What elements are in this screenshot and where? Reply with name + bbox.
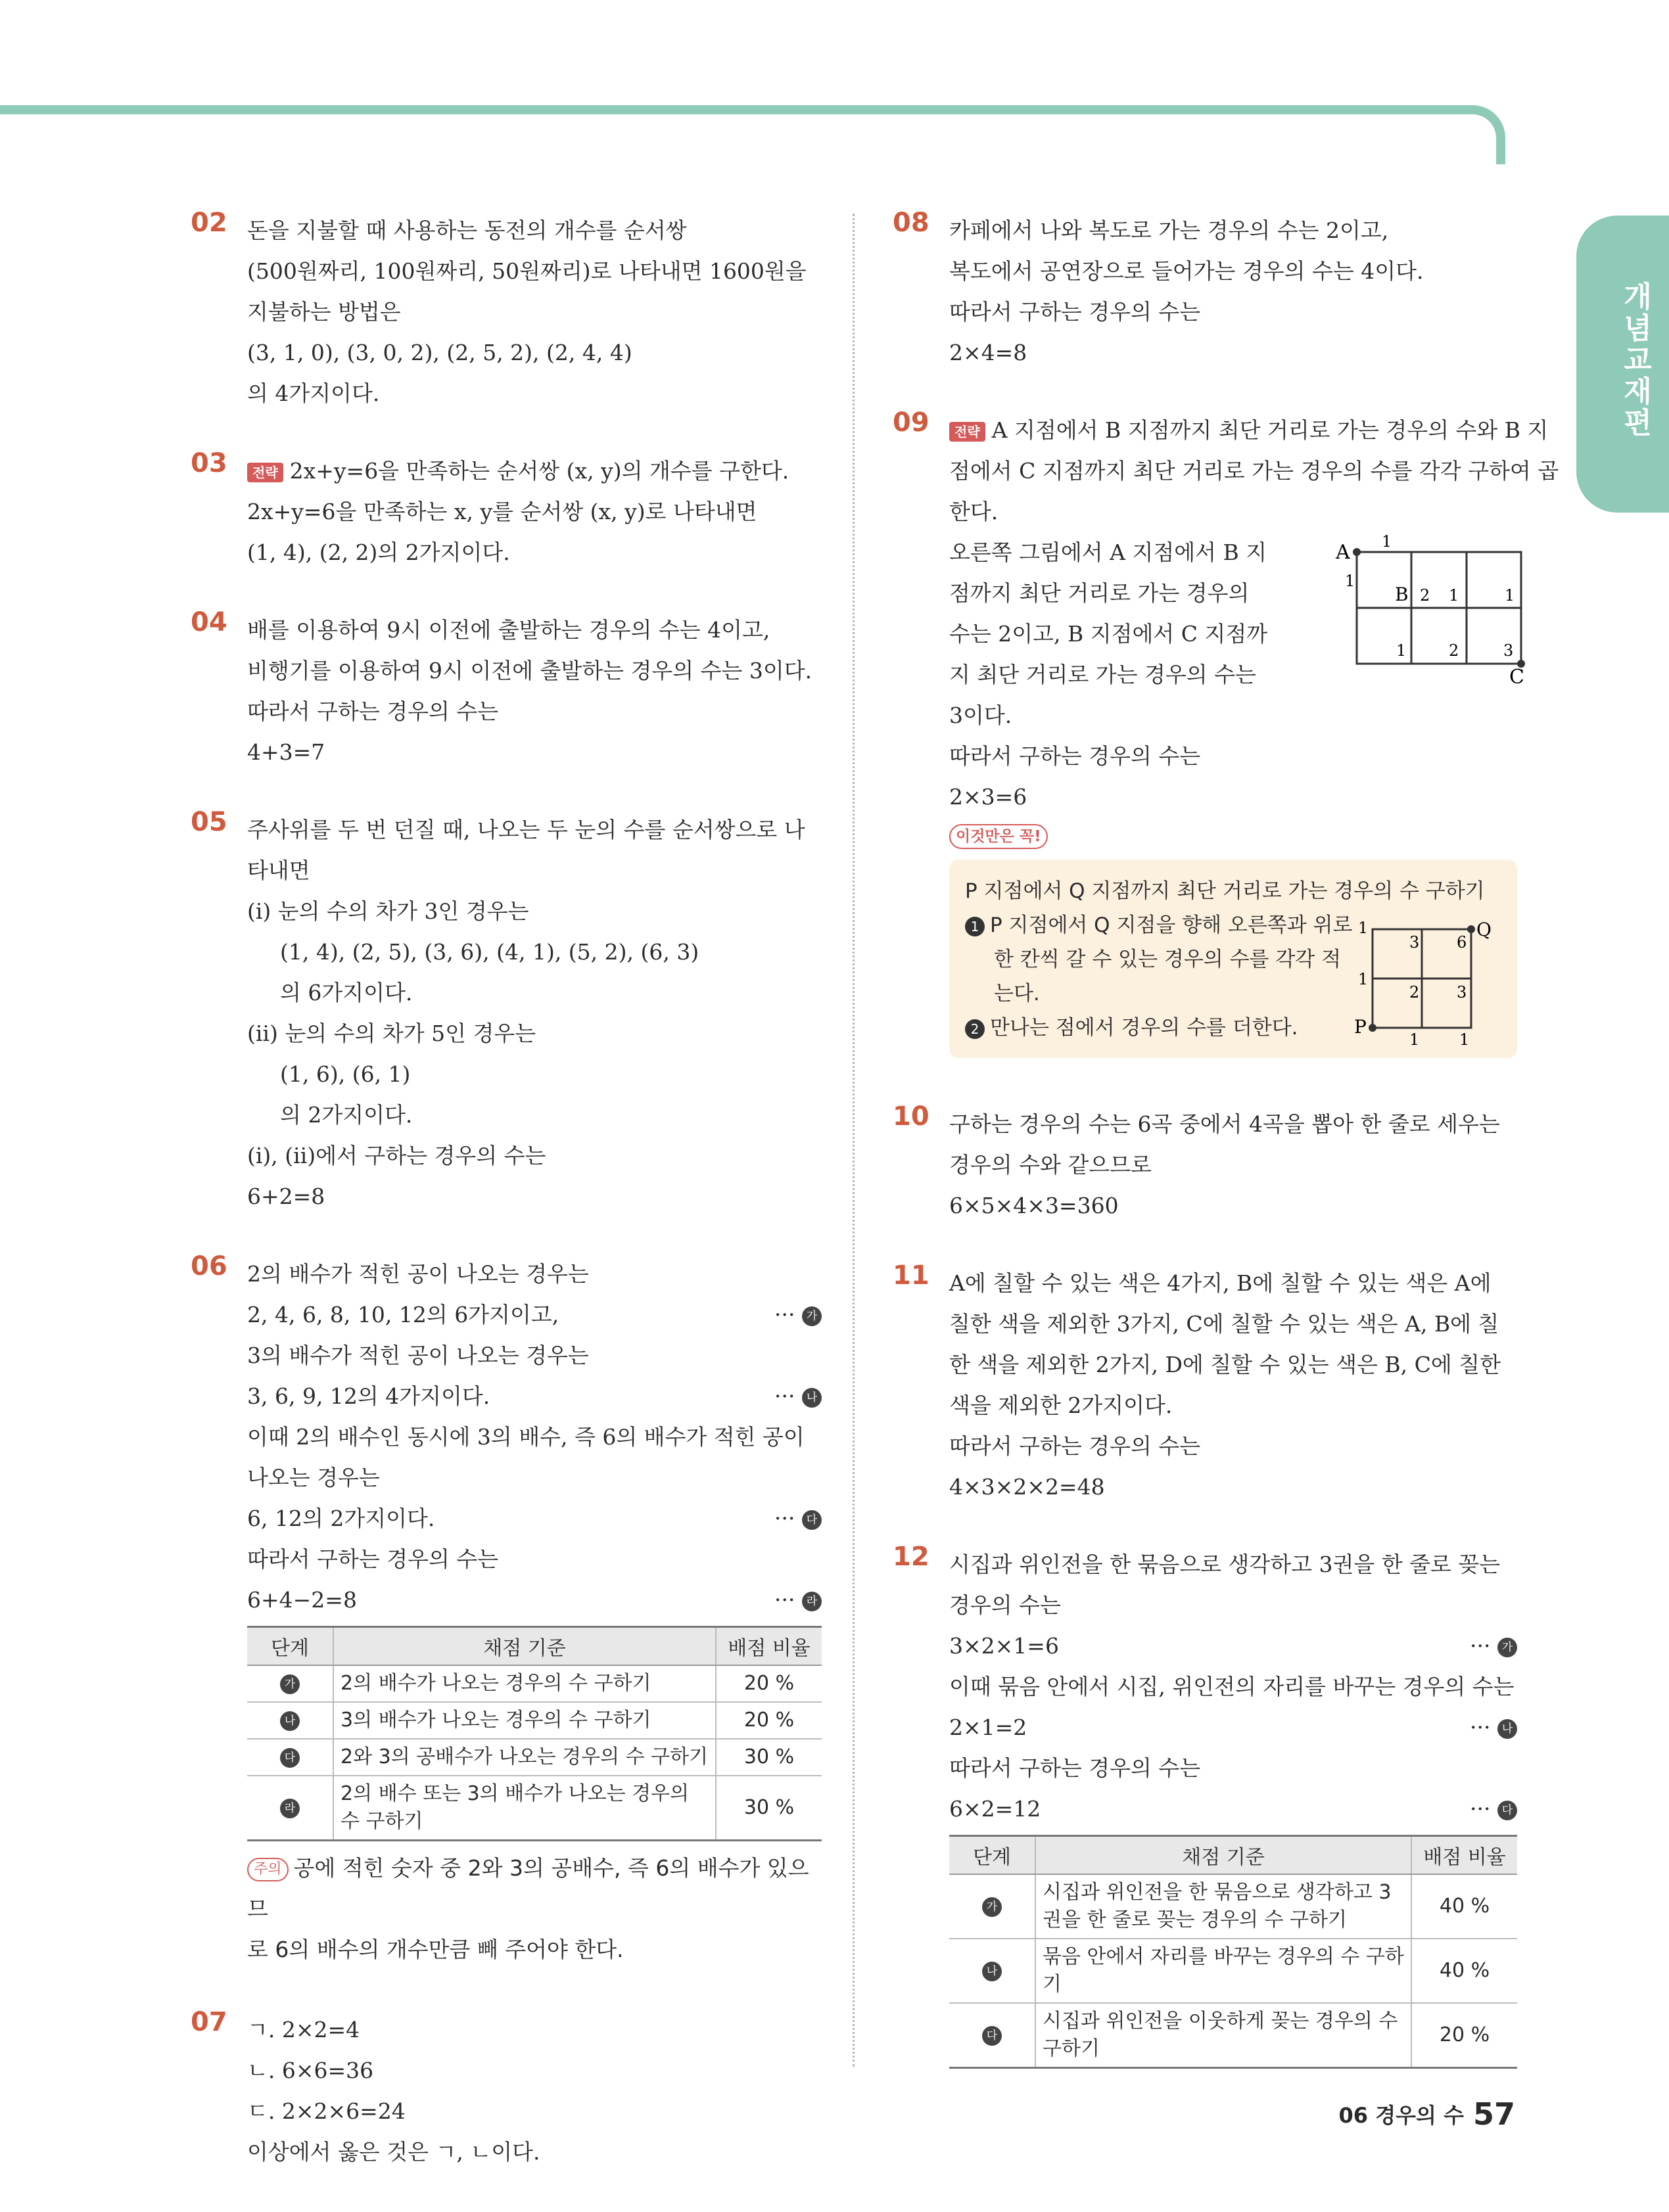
table-row [247, 1702, 822, 1739]
label-p: P [1354, 1016, 1367, 1038]
text: A 지점에서 B 지점까지 최단 거리로 가는 경우의 수와 B 지 [991, 417, 1549, 443]
text-line: 따라서 구하는 경우의 수는 [949, 1433, 1201, 1459]
step-mark [1470, 1626, 1517, 1667]
text-line [247, 1498, 822, 1539]
count-label: 2 [1449, 641, 1459, 660]
tip-label: 이것만은 꼭! [949, 824, 1048, 849]
column-divider [853, 214, 855, 2067]
tip-number: 1 [965, 917, 985, 936]
label-a: A [1336, 541, 1350, 564]
text: 6×2=12 [949, 1796, 1041, 1822]
text-line: (ⅰ), (ⅱ)에서 구하는 경우의 수는 [247, 1143, 546, 1168]
text: 6, 12의 2가지이다. [247, 1506, 435, 1531]
table-cell [247, 1665, 333, 1702]
count-label: 1 [1505, 586, 1515, 605]
count-label: 2 [1409, 983, 1420, 1002]
table-cell: 20 % [716, 1665, 822, 1702]
table-cell: 30 % [716, 1739, 822, 1776]
count-label: 3 [1457, 983, 1467, 1002]
table-cell [247, 1739, 333, 1776]
text: 3×2×1=6 [949, 1633, 1059, 1659]
text-line: 한다. [949, 499, 999, 524]
col-header: 채점 기준 [333, 1627, 716, 1666]
text-line: 시집과 위인전을 한 묶음으로 생각하고 3권을 한 줄로 꽂는 [949, 1552, 1501, 1577]
table-cell: 40 % [1411, 1874, 1517, 1939]
table-cell: 20 % [716, 1702, 822, 1739]
dots: ··· [774, 1302, 795, 1327]
problem-number: 02 [191, 208, 227, 238]
text-line: 복도에서 공연장으로 들어가는 경우의 수는 4이다. [949, 258, 1424, 284]
problem-number: 04 [191, 607, 227, 637]
table-cell: 2의 배수 또는 3의 배수가 나오는 경우의 수 구하기 [333, 1776, 716, 1841]
table-row [949, 1939, 1517, 2003]
text-with-figure [949, 532, 1524, 736]
text-line: 비행기를 이용하여 9시 이전에 출발하는 경우의 수는 3이다. [247, 658, 812, 683]
count-label: 6 [1457, 933, 1467, 952]
count-label: 3 [1503, 641, 1514, 660]
text-line: (ⅰ) 눈의 수의 차가 3인 경우는 [247, 898, 529, 924]
text-line [949, 1789, 1517, 1830]
count-label: 1 [1345, 572, 1355, 590]
text-line: 한 색을 제외한 2가지, D에 칠할 수 있는 색은 B, C에 칠한 [949, 1352, 1501, 1377]
route-grid-figure [1330, 532, 1528, 683]
text-line: 의 4가지이다. [247, 380, 380, 406]
text-line [247, 1580, 822, 1621]
text-line: 2×4=8 [949, 340, 1027, 365]
step-circle: 다 [280, 1748, 300, 1768]
problem-08 [893, 210, 1517, 373]
text-line: 경우의 수는 [949, 1592, 1061, 1618]
text-line: 구하는 경우의 수는 6곡 중에서 4곡을 뽑아 한 줄로 세우는 [949, 1111, 1500, 1137]
chapter-title: 06 경우의 수 [1338, 2103, 1464, 2128]
table-row [949, 2003, 1517, 2068]
count-label: 2 [1420, 586, 1430, 605]
text-line: 이때 2의 배수인 동시에 3의 배수, 즉 6의 배수가 적힌 공이 [247, 1424, 805, 1450]
count-label: 1 [1382, 532, 1392, 551]
text-line: 6×5×4×3=360 [949, 1193, 1119, 1218]
text-line: 따라서 구하는 경우의 수는 [949, 1755, 1201, 1781]
text-line: 2x+y=6을 만족하는 x, y를 순서쌍 (x, y)로 나타내면 [247, 499, 757, 524]
text: 공에 적힌 숫자 중 2와 3의 공배수, 즉 6의 배수가 있으므 [247, 1855, 809, 1922]
problem-11 [893, 1260, 1517, 1508]
step-mark [1470, 1789, 1517, 1830]
step-circle: 가 [802, 1306, 822, 1326]
tip-number: 2 [965, 1019, 985, 1039]
text-line [949, 1626, 1517, 1667]
text: 2×1=2 [949, 1715, 1027, 1740]
dots: ··· [1470, 1633, 1491, 1659]
text-line: 돈을 지불할 때 사용하는 동전의 개수를 순서쌍 [247, 218, 687, 243]
text-line: 타내면 [247, 858, 310, 883]
problem-number: 06 [191, 1251, 227, 1281]
caution-badge: 주의 [247, 1858, 289, 1881]
table-cell: 2와 3의 공배수가 나오는 경우의 수 구하기 [333, 1739, 716, 1776]
text: P 지점에서 Q 지점을 향해 오른쪽과 위로 [990, 913, 1353, 937]
step-circle: 다 [982, 2026, 1002, 2046]
text-line: 따라서 구하는 경우의 수는 [949, 743, 1201, 769]
step-circle: 가 [280, 1674, 300, 1694]
text-line: (1, 4), (2, 5), (3, 6), (4, 1), (5, 2), (6, 3) [280, 939, 699, 965]
problem-02 [191, 210, 822, 414]
text-line: 이때 묶음 안에서 시집, 위인전의 자리를 바꾸는 경우의 수는 [949, 1674, 1515, 1699]
point-q [1467, 925, 1475, 933]
text-line: 지불하는 방법은 [247, 299, 401, 325]
top-decor-bar [0, 105, 1505, 164]
text-line: (3, 1, 0), (3, 0, 2), (2, 5, 2), (2, 4, 4) [247, 340, 632, 365]
count-label: 1 [1396, 641, 1407, 660]
table-cell: 묶음 안에서 자리를 바꾸는 경우의 수 구하기 [1035, 1939, 1411, 2003]
text-line: 주사위를 두 번 던질 때, 나오는 두 눈의 수를 순서쌍으로 나 [247, 817, 805, 842]
text-line [949, 1707, 1517, 1748]
text-line: ㄴ. 6×6=36 [247, 2058, 374, 2083]
tip-item-cont: 한 칸씩 갈 수 있는 경우의 수를 각각 적 [994, 948, 1342, 971]
right-column [893, 208, 1559, 2106]
text-line: (500원짜리, 100원짜리, 50원짜리)로 나타내면 1600원을 [247, 258, 807, 284]
table-row [247, 1739, 822, 1776]
tip-section [949, 824, 1517, 1058]
text-line: (ⅱ) 눈의 수의 차가 5인 경우는 [247, 1021, 536, 1046]
text-line: 수는 2이고, B 지점에서 C 지점까 [949, 621, 1268, 647]
step-circle: 다 [1497, 1801, 1517, 1820]
text: 6+4−2=8 [247, 1587, 357, 1613]
problem-number: 09 [893, 407, 929, 438]
problem-07 [191, 2007, 822, 2173]
count-label: 3 [1409, 933, 1420, 952]
problem-06 [191, 1251, 822, 1970]
problem-number: 05 [191, 807, 227, 837]
col-header: 단계 [247, 1627, 333, 1666]
step-circle: 다 [802, 1510, 822, 1530]
label-b: B [1395, 584, 1409, 605]
problem-05 [191, 807, 822, 1217]
text: 만나는 점에서 경우의 수를 더한다. [990, 1016, 1298, 1040]
text: 2x+y=6을 만족하는 순서쌍 (x, y)의 개수를 구한다. [289, 458, 789, 484]
scoring-table [949, 1835, 1517, 2069]
dots: ··· [774, 1506, 795, 1531]
table-row [949, 1874, 1517, 1939]
text-line: 따라서 구하는 경우의 수는 [247, 1546, 499, 1572]
problem-12 [893, 1544, 1517, 2069]
text-line: 3의 배수가 적힌 공이 나오는 경우는 [247, 1343, 589, 1368]
label-q: Q [1476, 919, 1492, 940]
problem-number: 12 [893, 1542, 929, 1572]
step-circle: 가 [982, 1897, 1002, 1917]
table-cell [949, 1939, 1035, 2003]
text-line: ㄱ. 2×2=4 [247, 2017, 360, 2042]
step-mark [774, 1295, 822, 1335]
side-tab-label: 개념교재편 [1618, 281, 1652, 439]
step-circle: 나 [982, 1962, 1002, 1981]
text-line: 점까지 최단 거리로 가는 경우의 [949, 580, 1250, 606]
text-line [247, 451, 822, 492]
col-header: 단계 [949, 1836, 1035, 1875]
table-cell: 40 % [1411, 1939, 1517, 2003]
problem-number: 11 [893, 1260, 929, 1291]
problem-number: 07 [191, 2007, 227, 2037]
strategy-badge: 전략 [949, 422, 985, 442]
table-row [247, 1776, 822, 1841]
dots: ··· [774, 1383, 795, 1409]
text-line: 의 6가지이다. [280, 980, 413, 1005]
count-label: 1 [1449, 586, 1459, 605]
point-p [1369, 1024, 1376, 1032]
label-c: C [1509, 666, 1524, 683]
text-line: 2의 배수가 적힌 공이 나오는 경우는 [247, 1261, 589, 1287]
table-cell: 30 % [716, 1776, 822, 1841]
text-line: ㄷ. 2×2×6=24 [247, 2098, 406, 2124]
text-line: 지 최단 거리로 가는 경우의 수는 [949, 662, 1256, 687]
step-mark [1470, 1707, 1517, 1748]
text-line: (1, 6), (6, 1) [280, 1061, 411, 1087]
problem-number: 10 [893, 1101, 929, 1132]
text-line: 따라서 구하는 경우의 수는 [247, 699, 499, 724]
table-cell [247, 1776, 333, 1841]
text-line [247, 1376, 822, 1417]
problem-04 [191, 607, 822, 773]
table-cell [949, 1874, 1035, 1939]
text-line: 색을 제외한 2가지이다. [949, 1393, 1173, 1418]
text-line [949, 410, 1549, 451]
table-header-row [247, 1627, 822, 1666]
step-circle: 가 [1497, 1638, 1517, 1657]
text-line: 이상에서 옳은 것은 ㄱ, ㄴ이다. [247, 2139, 540, 2165]
section-side-tab [1576, 216, 1669, 513]
text-line: 경우의 수와 같으므로 [949, 1152, 1152, 1178]
text-line: 4×3×2×2=48 [949, 1474, 1105, 1500]
caution-note [247, 1848, 822, 1929]
col-header: 채점 기준 [1035, 1836, 1411, 1875]
text-line: 점에서 C 지점까지 최단 거리로 가는 경우의 수를 각각 구하여 곱 [949, 458, 1559, 484]
dots: ··· [774, 1587, 795, 1613]
text-line: 오른쪽 그림에서 A 지점에서 B 지 [949, 540, 1267, 565]
page-footer [1339, 2096, 1515, 2132]
scoring-table [247, 1626, 822, 1841]
count-label: 1 [1358, 970, 1369, 988]
dots: ··· [1470, 1715, 1491, 1740]
count-label: 1 [1459, 1030, 1470, 1048]
text-line: A에 칠할 수 있는 색은 4가지, B에 칠할 수 있는 색은 A에 [949, 1270, 1492, 1296]
text-line: (1, 4), (2, 2)의 2가지이다. [247, 540, 510, 565]
table-cell: 시집과 위인전을 이웃하게 꽂는 경우의 수 구하기 [1035, 2003, 1411, 2068]
problem-number: 03 [191, 448, 227, 478]
table-cell [247, 1702, 333, 1739]
table-cell: 2의 배수가 나오는 경우의 수 구하기 [333, 1665, 716, 1702]
tip-box [949, 860, 1517, 1058]
problem-10 [893, 1101, 1517, 1226]
text-line: 4+3=7 [247, 739, 325, 765]
left-column [191, 210, 822, 2209]
step-circle: 나 [280, 1711, 300, 1731]
tip-grid-figure [1346, 916, 1504, 1048]
text-line [247, 1295, 822, 1335]
text-line: 따라서 구하는 경우의 수는 [949, 299, 1201, 325]
table-row [247, 1665, 822, 1702]
step-circle: 라 [802, 1592, 822, 1611]
problem-number: 08 [893, 208, 929, 238]
text-line: 배를 이용하여 9시 이전에 출발하는 경우의 수는 4이고, [247, 617, 770, 643]
step-mark [774, 1376, 822, 1417]
table-cell: 3의 배수가 나오는 경우의 수 구하기 [333, 1702, 716, 1739]
point-a [1353, 548, 1361, 556]
text: 3, 6, 9, 12의 4가지이다. [247, 1383, 490, 1409]
step-circle: 나 [1497, 1719, 1517, 1739]
col-header: 배점 비율 [1411, 1836, 1517, 1875]
text: 2, 4, 6, 8, 10, 12의 6가지이고, [247, 1302, 559, 1327]
text-line: 나오는 경우는 [247, 1465, 380, 1490]
text-line: 6+2=8 [247, 1184, 325, 1209]
page-number: 57 [1472, 2096, 1515, 2132]
text-line: 2×3=6 [949, 784, 1027, 810]
text-line: 의 2가지이다. [280, 1102, 413, 1128]
text-line: 카페에서 나와 복도로 가는 경우의 수는 2이고, [949, 218, 1389, 243]
strategy-badge: 전략 [247, 463, 283, 482]
count-label: 1 [1409, 1030, 1420, 1048]
table-cell: 시집과 위인전을 한 묶음으로 생각하고 3권을 한 줄로 꽂는 경우의 수 구하기 [1035, 1874, 1411, 1939]
table-header-row [949, 1836, 1517, 1875]
step-circle: 라 [280, 1799, 300, 1818]
col-header: 배점 비율 [716, 1627, 822, 1666]
problem-03 [191, 448, 822, 573]
step-circle: 나 [802, 1388, 822, 1408]
text-line: 3이다. [949, 703, 1012, 728]
step-mark [774, 1580, 822, 1621]
table-cell [949, 2003, 1035, 2068]
tip-item-cont: 는다. [994, 982, 1040, 1005]
caution-note-line: 로 6의 배수의 개수만큼 빼 주어야 한다. [247, 1937, 624, 1962]
step-mark [774, 1498, 822, 1539]
problem-09 [893, 407, 1559, 1058]
count-label: 1 [1358, 919, 1369, 937]
tip-title: P 지점에서 Q 지점까지 최단 거리로 가는 경우의 수 구하기 [965, 879, 1485, 903]
dots: ··· [1470, 1796, 1491, 1822]
table-cell: 20 % [1411, 2003, 1517, 2068]
text-line: 칠한 색을 제외한 3가지, C에 칠할 수 있는 색은 A, B에 칠 [949, 1311, 1499, 1337]
